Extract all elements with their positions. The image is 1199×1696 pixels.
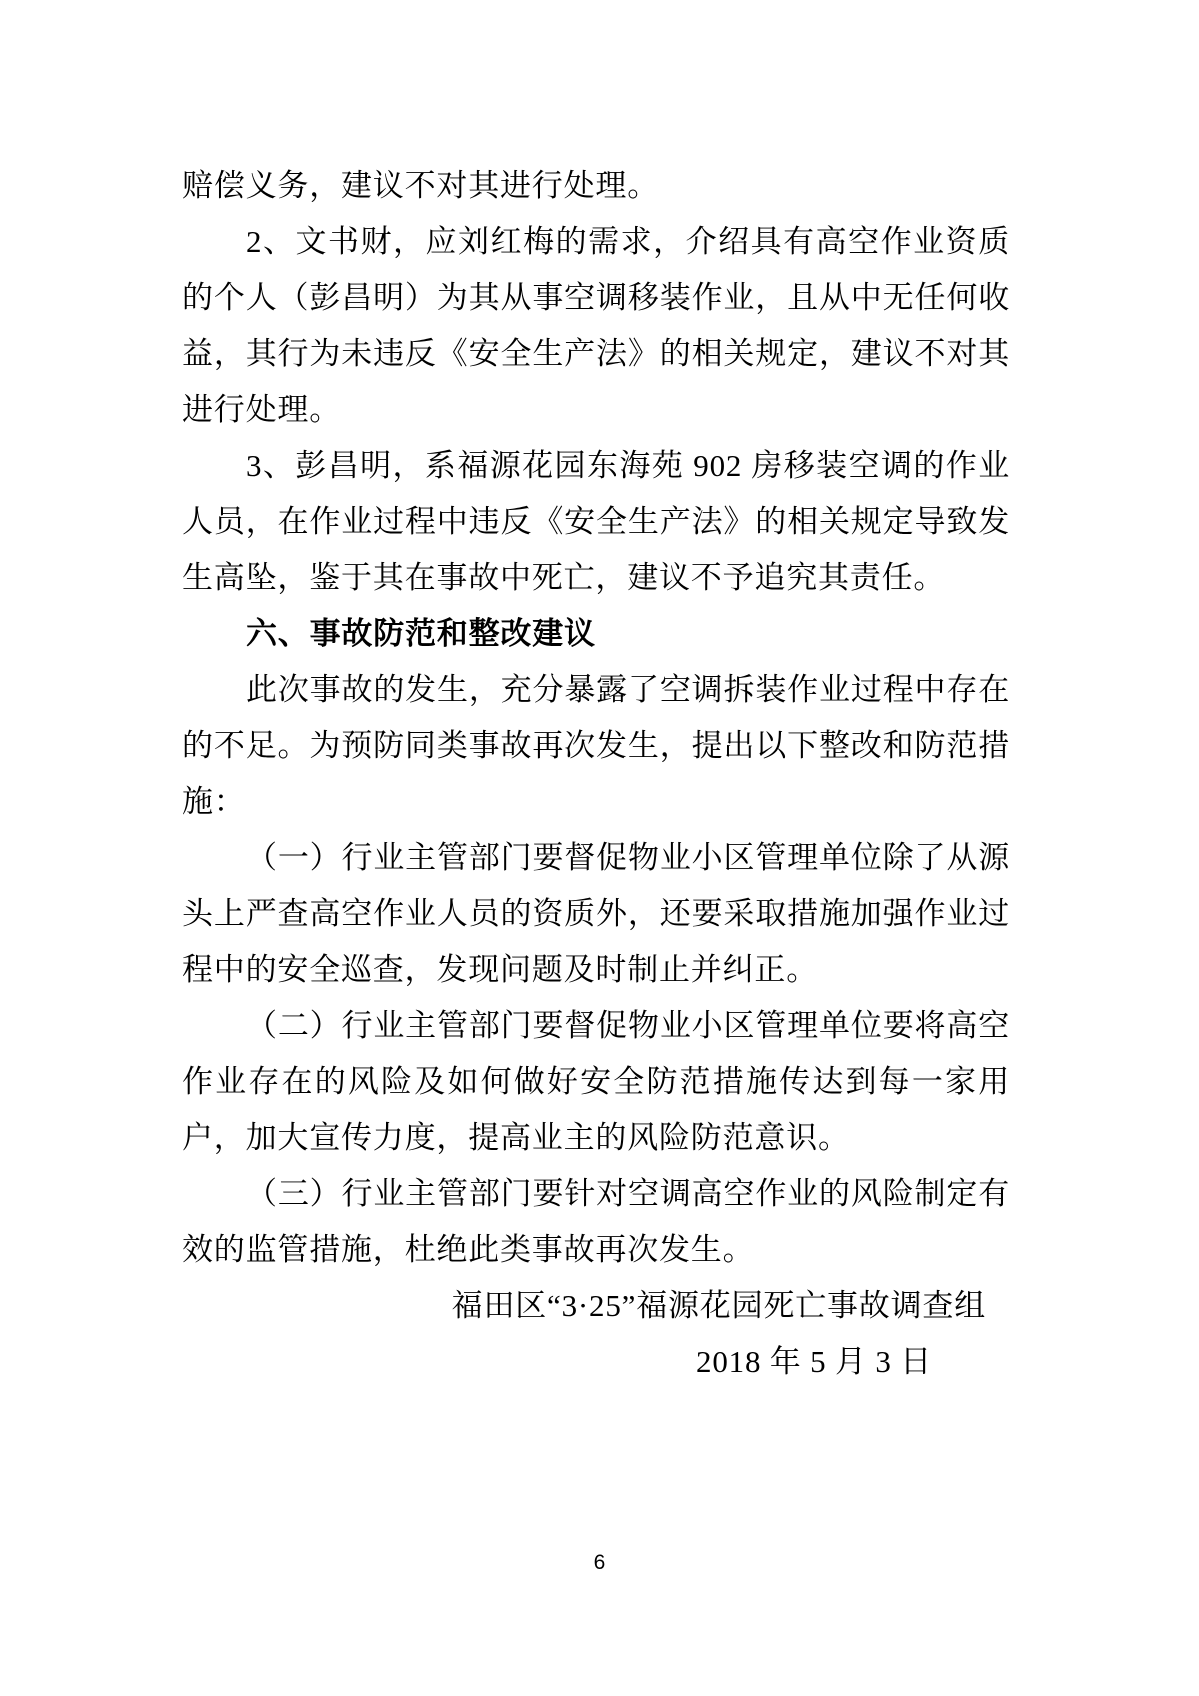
date-line: 2018 年 5 月 3 日 bbox=[696, 1344, 932, 1379]
paragraph: 赔偿义务，建议不对其进行处理。 bbox=[182, 168, 659, 203]
paragraph: （二）行业主管部门要督促物业小区管理单位要将高空作业存在的风险及如何做好安全防范措施传达到每一家用户，加大宣传力度，提高业主的风险防范意识。 bbox=[182, 1008, 1010, 1155]
paragraph: 2、文书财，应刘红梅的需求，介绍具有高空作业资质的个人（彭昌明）为其从事空调移装作业，且从中无任何收益，其行为未违反《安全生产法》的相关规定，建议不对其进行处理。 bbox=[182, 224, 1010, 427]
document-body bbox=[182, 158, 1010, 1390]
paragraph: （三）行业主管部门要针对空调高空作业的风险制定有效的监管措施，杜绝此类事故再次发生。 bbox=[182, 1176, 1010, 1267]
paragraph: 3、彭昌明，系福源花园东海苑 902 房移装空调的作业人员，在作业过程中违反《安全生产法》的相关规定导致发生高坠，鉴于其在事故中死亡，建议不予追究其责任。 bbox=[182, 448, 1010, 595]
page-number: 6 bbox=[593, 1551, 606, 1574]
paragraph: 此次事故的发生，充分暴露了空调拆装作业过程中存在的不足。为预防同类事故再次发生，提出以下整改和防范措施： bbox=[182, 672, 1010, 819]
paragraph: （一）行业主管部门要督促物业小区管理单位除了从源头上严查高空作业人员的资质外，还要采取措施加强作业过程中的安全巡查，发现问题及时制止并纠正。 bbox=[182, 840, 1010, 987]
section-heading: 六、事故防范和整改建议 bbox=[246, 616, 596, 651]
signature-line: 福田区“3·25”福源花园死亡事故调查组 bbox=[451, 1288, 986, 1323]
